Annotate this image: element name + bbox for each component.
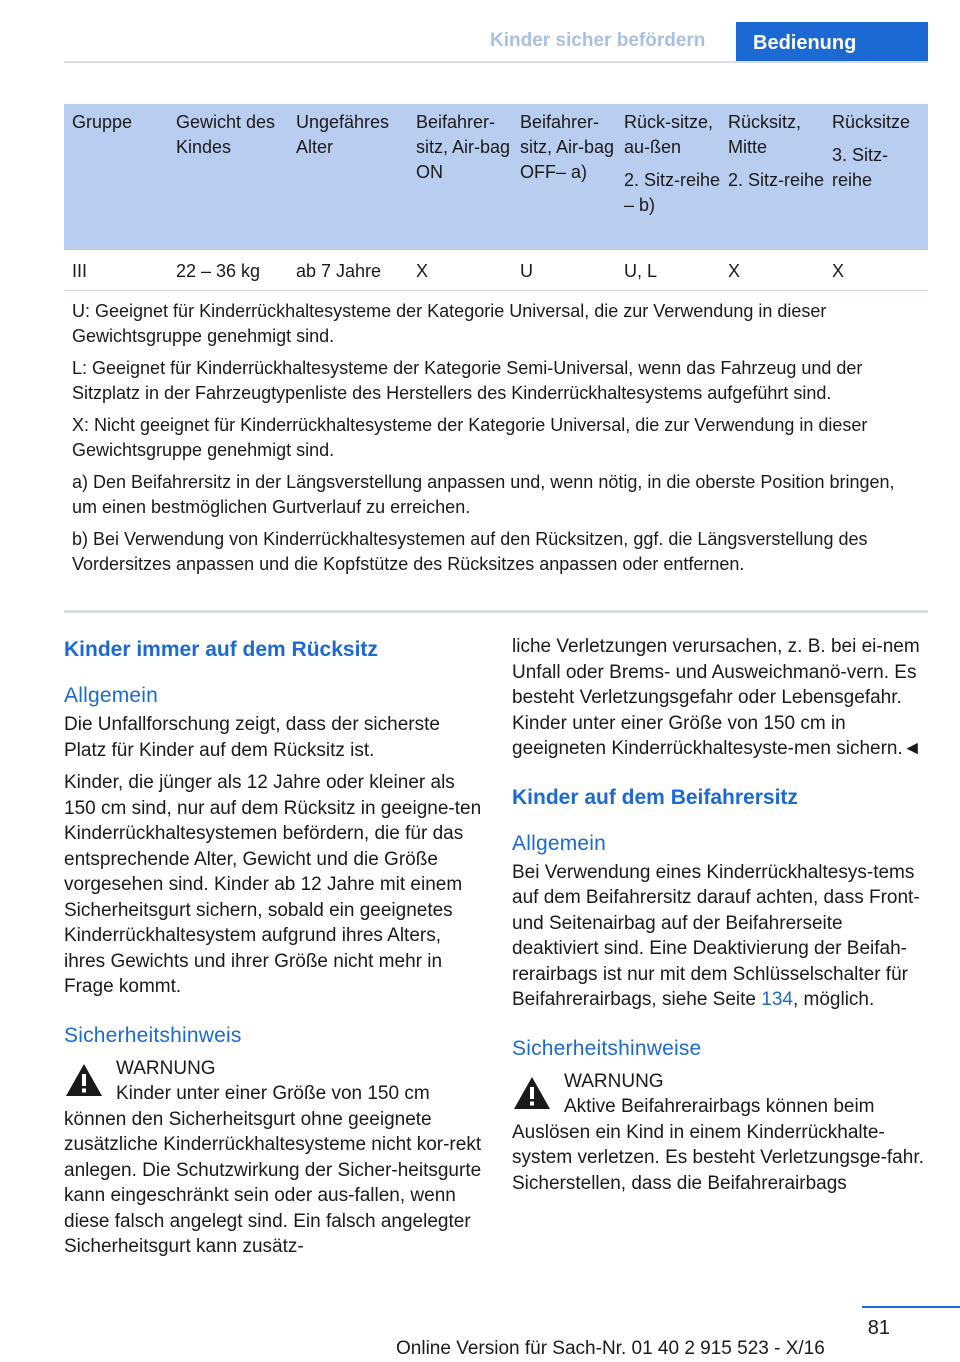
paragraph: Kinder, die jünger als 12 Jahre oder kleiner als 150 cm sind, nur auf dem Rücksitz in geeigne‐ten Kinderrückhaltesystemen befördern, die für das entsprechende Alter, Gewicht und die Größe vorgesehen sind. Kinder ab 12 Jahre mit einem Sicherheitsgurt sichern, sobald ein geeignetes Kinderrückhaltesystem aufgrund ihres Alters, ihres Gewichts und ihrer Größe nicht mehr in Frage kommt.: [64, 772, 482, 997]
subheading-general: Allgemein: [64, 684, 159, 707]
table-cell: ab 7 Jahre: [296, 261, 382, 281]
note-b: b) Bei Verwendung von Kinderrückhaltesystemen auf den Rücksitzen, ggf. die Längsverstellung des Vordersitzes anpassen und die Kopfstütze des Rücksitzes anpassen oder entfernen.: [72, 529, 868, 574]
table-cell: U, L: [624, 261, 658, 281]
warning-icon: [64, 1062, 104, 1098]
table-cell: U: [520, 261, 533, 281]
chapter-tab: Bedienung: [736, 22, 928, 62]
table-bottom-rule: [64, 610, 928, 613]
warning-text-continued: Auslösen ein Kind in einem Kinderrückhalte‐system verletzen. Es besteht Verletzungsge‐fahr. Sicherstellen, dass die Beifahrerairbags: [512, 1121, 924, 1194]
table-cell: X: [832, 261, 845, 281]
table-cell: X: [416, 261, 429, 281]
table-header-cell: Beifahrer‐sitz, Air‐bag ON: [416, 112, 511, 182]
table-header-cell: Rücksitze 3. Sitz‐reihe: [832, 112, 911, 190]
right-column: [512, 634, 928, 1203]
note-l: L: Geeignet für Kinderrückhaltesysteme der Kategorie Semi-Universal, wenn das Fahrzeug und der Sitzplatz in der Fahrzeugtypenliste des Herstellers des Kinderrückhaltesystems aufgeführt sind.: [72, 358, 863, 403]
paragraph: Bei Verwendung eines Kinderrückhaltesys‐tems auf dem Beifahrersitz darauf achten, dass Front- und Seitenairbag auf der Beifahrerseite deaktiviert sind. Eine Deaktivierung der Beifah‐rerairbags ist nur mit dem Schlüsselschalter für Beifahrerairbags, siehe Seite 134, möglich.: [512, 861, 920, 1010]
subheading-safety-notes: Sicherheitshinweise: [512, 1036, 702, 1060]
table-header-cell: Rück‐sitze, au‐ßen 2. Sitz‐reihe – b): [624, 112, 721, 215]
table-cell: X: [728, 261, 741, 281]
warning-label: WARNUNG: [564, 1070, 664, 1092]
table-cell: III: [72, 261, 88, 281]
footer-rule: [862, 1306, 960, 1308]
warning-text-continued: können den Sicherheitsgurt ohne geeignete zusätzliche Kinderrückhaltesysteme nicht kor‐rekt anlegen. Die Schutzwirkung der Sicher‐heitsgurte kann eingeschränkt sein oder aus‐fallen, wenn diese falsch angelegt sind. Ein falsch angelegter Sicherheitsgurt kann zusätz‐: [64, 1108, 482, 1257]
page-link[interactable]: 134: [761, 989, 793, 1010]
table-cell: 22 – 36 kg: [176, 261, 261, 281]
table-header-cell: Rücksitz, Mitte 2. Sitz‐reihe: [728, 112, 825, 190]
note-u: U: Geeignet für Kinderrückhaltesysteme der Kategorie Universal, die zur Verwendung in dieser Gewichtsgruppe genehmigt sind.: [72, 301, 827, 346]
warning-label: WARNUNG: [116, 1057, 216, 1079]
table-header-cell: Ungefähres Alter: [296, 112, 390, 157]
online-version-note: Online Version für Sach-Nr. 01 40 2 915 523 - X/16: [396, 1338, 825, 1359]
warning-block: [64, 1056, 484, 1107]
table-header-cell: Beifahrer‐sitz, Air‐bag OFF– a): [520, 112, 615, 182]
note-a: a) Den Beifahrersitz in der Längsverstellung anpassen und, wenn nötig, in die oberste Position bringen, um einen bestmöglichen Gurtverlauf zu erreichen.: [72, 472, 895, 517]
subheading-safety-note: Sicherheitshinweis: [64, 1023, 242, 1047]
heading-rear-seat: Kinder immer auf dem Rücksitz: [64, 638, 378, 661]
header-rule: [64, 61, 928, 63]
left-column: [64, 634, 484, 1267]
warning-icon: [512, 1075, 552, 1111]
table-notes: [72, 299, 924, 584]
warning-block: [512, 1069, 928, 1120]
table-header-cell: Gewicht des Kindes: [176, 112, 276, 157]
paragraph: Die Unfallforschung zeigt, dass der sicherste Platz für Kinder auf dem Rücksitz ist.: [64, 714, 440, 761]
subheading-general: Allgemein: [512, 831, 607, 855]
warning-text: Kinder unter einer Größe von 150 cm: [116, 1083, 430, 1104]
note-x: X: Nicht geeignet für Kinderrückhaltesysteme der Kategorie Universal, die zur Verwendung in dieser Gewichtsgruppe genehmigt sind.: [72, 415, 868, 460]
table-row-divider: [64, 290, 928, 291]
page-number: 81: [867, 1317, 890, 1339]
paragraph: liche Verletzungen verursachen, z. B. bei ei‐nem Unfall oder Brems- und Ausweichmanö‐vern. Es besteht Verletzungsgefahr oder Lebensgefahr. Kinder unter einer Größe von 150 cm in geeigneten Kinderrückhaltesyste‐men sichern.◄: [512, 636, 922, 759]
table-header-cell: Gruppe: [72, 112, 133, 132]
heading-passenger-seat: Kinder auf dem Beifahrersitz: [512, 785, 798, 809]
warning-text: Aktive Beifahrerairbags können beim: [564, 1096, 875, 1117]
section-title: Kinder sicher befördern: [490, 30, 706, 51]
